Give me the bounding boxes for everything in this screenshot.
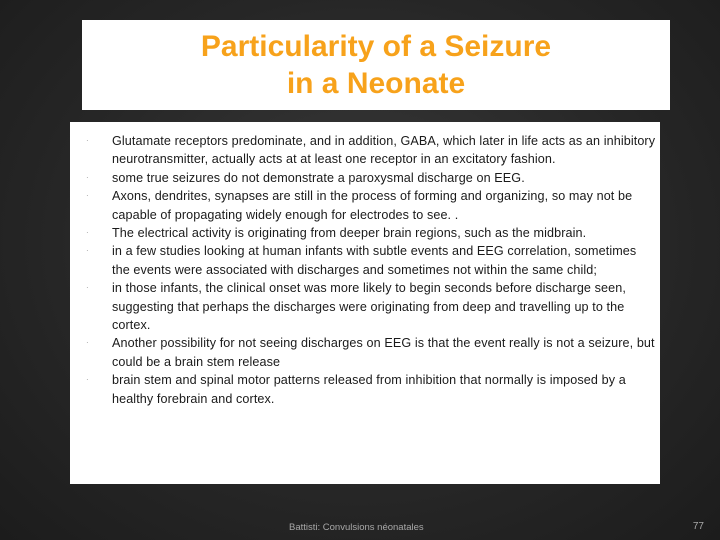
list-item [70, 371, 660, 408]
bullet-list [70, 132, 660, 408]
bullet-text: in a few studies looking at human infants with subtle events and EEG correlation, sometimes the events were associated with discharges and sometimes not within the same child; [112, 244, 637, 277]
page-number: 77 [692, 521, 704, 532]
slide-title-line-1: Particularity of a Seizure [200, 30, 552, 63]
bullet-text: brain stem and spinal motor patterns released from inhibition that normally is imposed by a healthy forebrain and cortex. [112, 373, 626, 406]
bullet-text: in those infants, the clinical onset was more likely to begin seconds before discharge seen, suggesting that perhaps the discharges were originating from deep and travelling up to the cortex. [112, 281, 626, 333]
list-item [70, 242, 660, 279]
bullet-icon: · [86, 375, 89, 385]
list-item [70, 334, 660, 371]
content-panel [70, 122, 660, 484]
bullet-icon: · [86, 246, 89, 256]
slide-title-line-2: in a Neonate [286, 67, 466, 100]
list-item [70, 169, 660, 187]
bullet-text: Axons, dendrites, synapses are still in the process of forming and organizing, so may not be capable of propagating widely enough for electrodes to see. . [112, 189, 633, 222]
bullet-text: The electrical activity is originating from deeper brain regions, such as the midbrain. [112, 226, 587, 241]
bullet-text: some true seizures do not demonstrate a paroxysmal discharge on EEG. [112, 170, 525, 185]
bullet-icon: · [86, 136, 89, 145]
bullet-icon: · [86, 338, 89, 348]
bullet-text: Another possibility for not seeing discharges on EEG is that the event really is not a seizure, but could be a brain stem release [112, 336, 655, 369]
list-item [70, 132, 660, 169]
list-item [70, 279, 660, 334]
title-panel [82, 20, 670, 110]
list-item [70, 187, 660, 224]
slide-footer: Battisti: Convulsions néonatales [289, 522, 424, 533]
bullet-icon: · [86, 172, 89, 182]
bullet-text: Glutamate receptors predominate, and in addition, GABA, which later in life acts as an inhibitory neurotransmitter, actually acts at at least one receptor in an excitatory fashion. [112, 134, 656, 167]
bullet-icon: · [86, 191, 89, 201]
list-item [70, 224, 660, 242]
bullet-icon: · [86, 283, 89, 293]
bullet-icon: · [86, 228, 89, 238]
